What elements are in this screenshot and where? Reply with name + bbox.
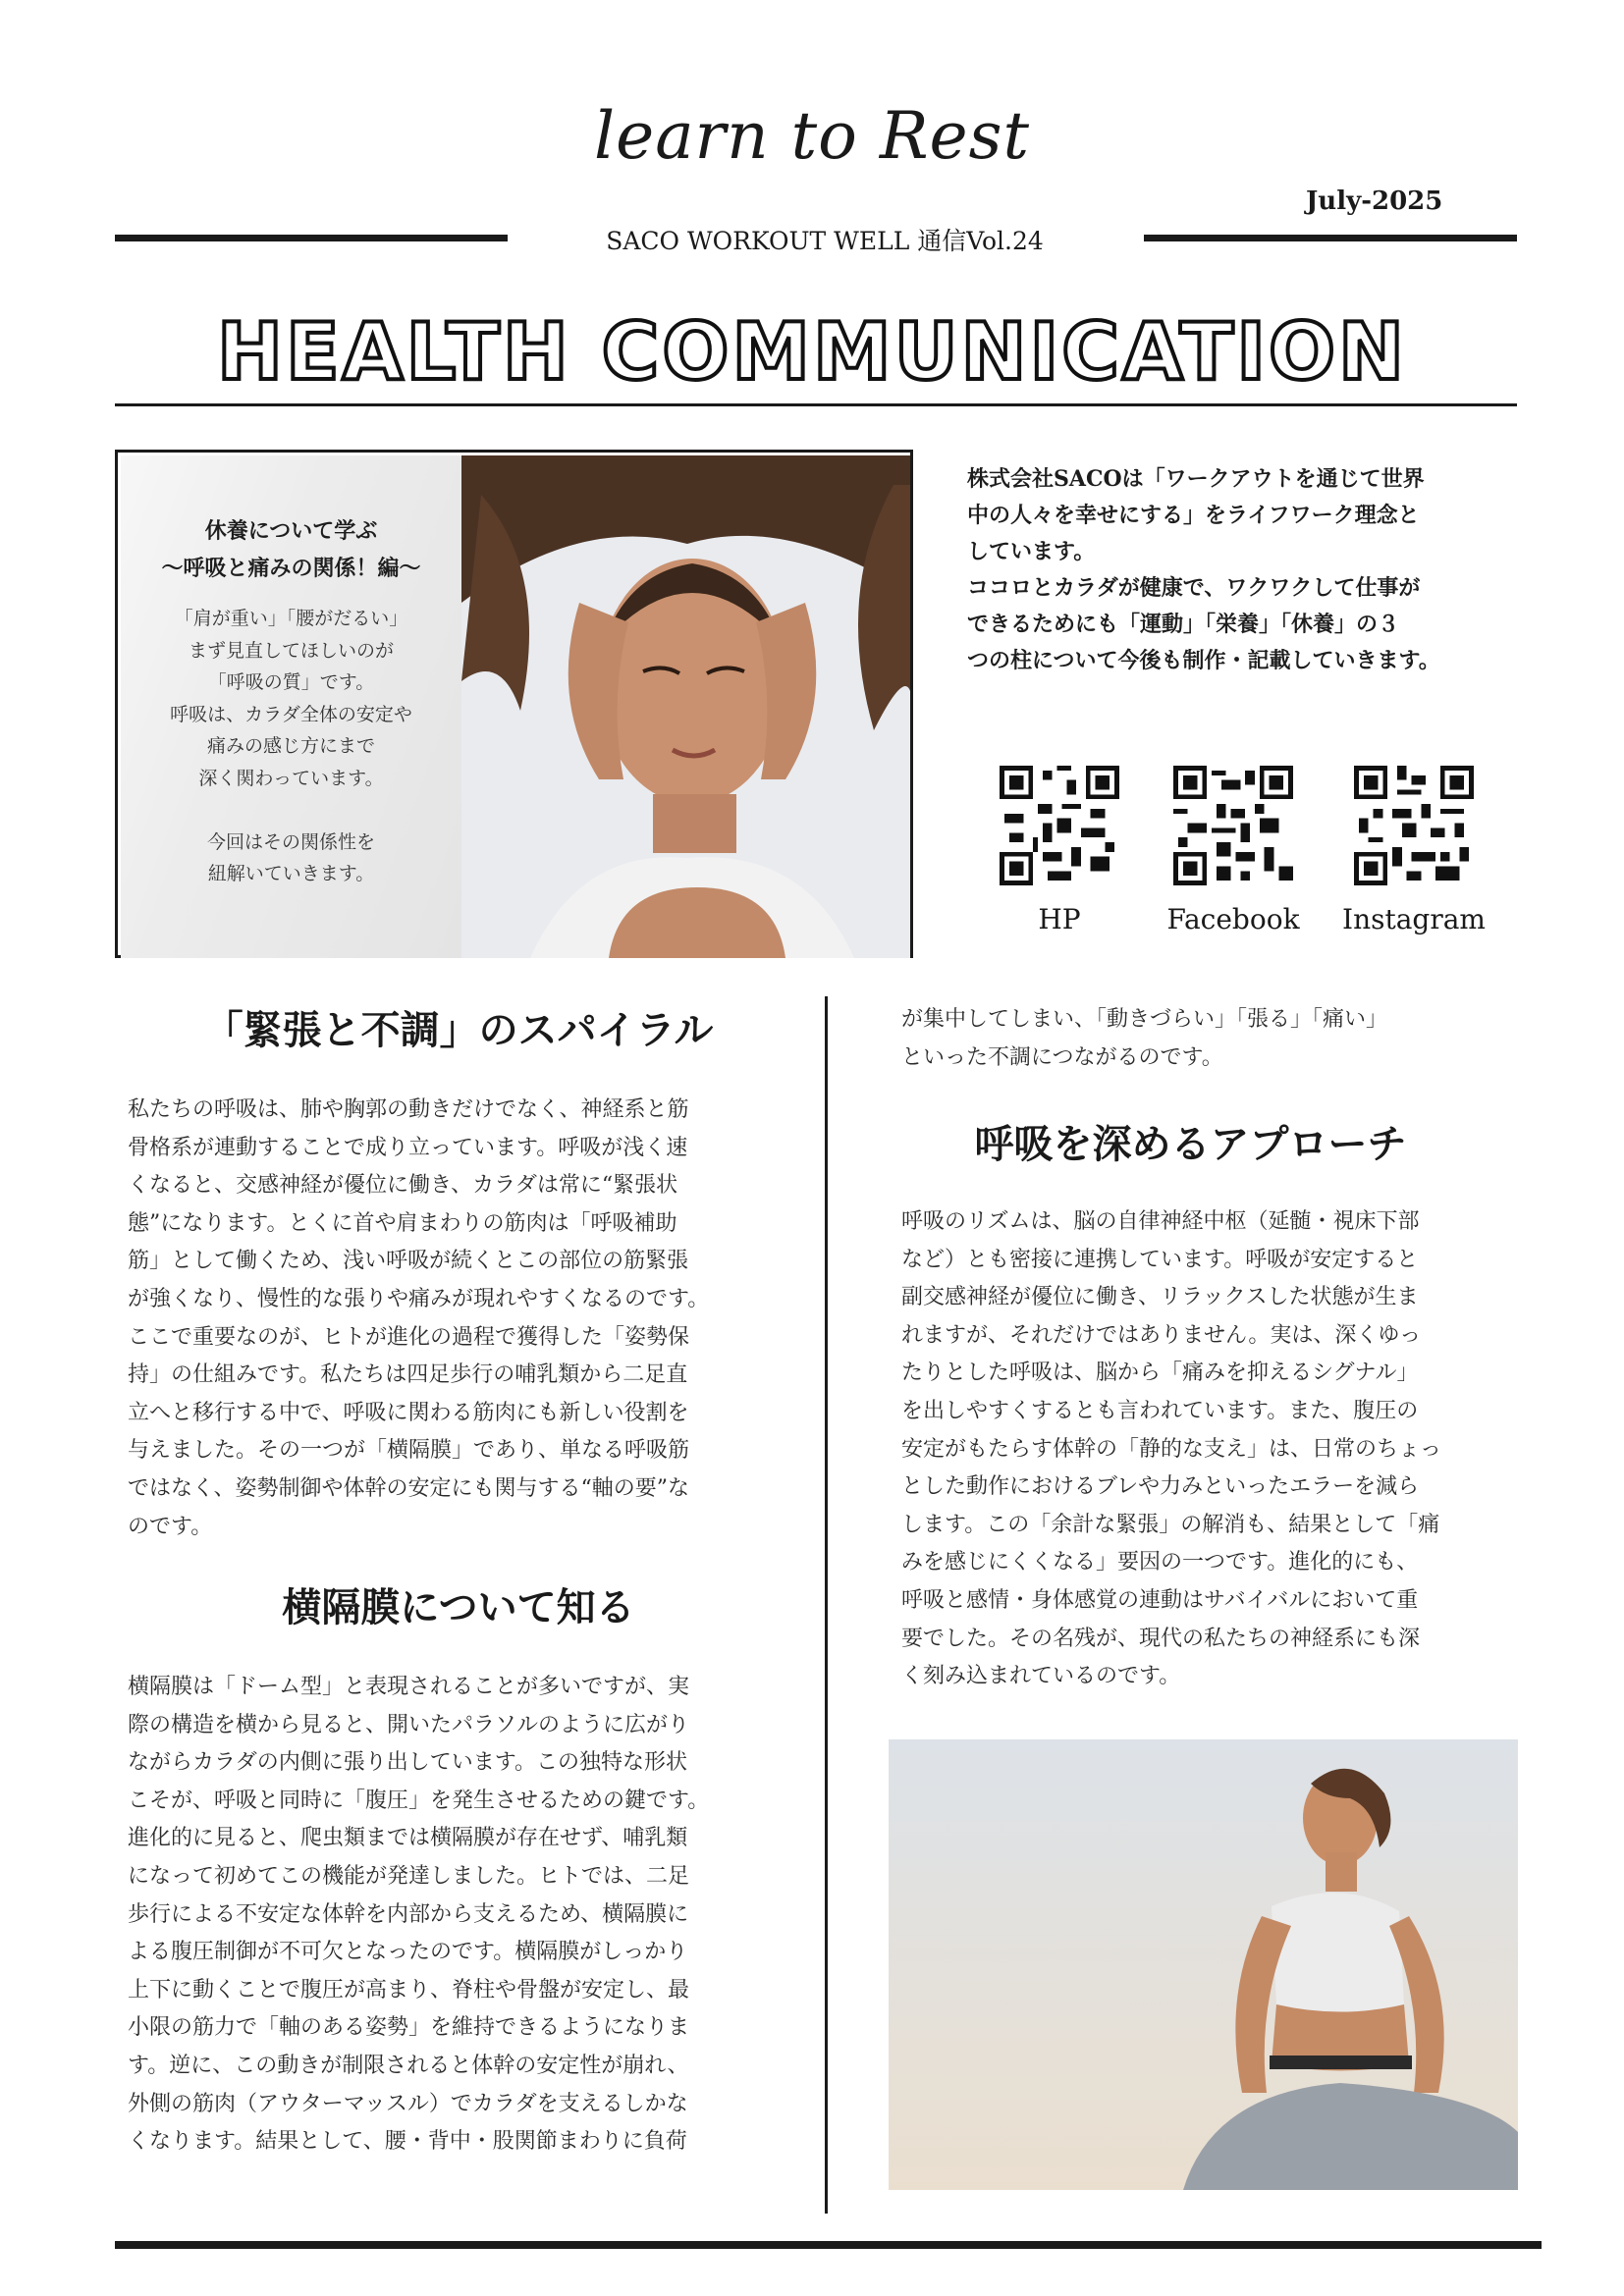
qr-code-icon	[1000, 766, 1119, 885]
feature-line: 紐解いていきます。	[207, 863, 375, 884]
footer-rule	[115, 2241, 1542, 2249]
body-line: 上下に動くことで腹圧が高まり、脊柱や骨盤が安定し、最	[128, 1977, 690, 2002]
feature-heading-line2: 〜呼吸と痛みの関係！編〜	[161, 556, 421, 581]
feature-line: 今回はその関係性を	[206, 830, 375, 853]
body-line: ここで重要なのが、ヒトが進化の過程で獲得した「姿勢保	[128, 1324, 690, 1350]
section-body-approach	[901, 1203, 1510, 1696]
header-rule-right	[1144, 235, 1517, 241]
body-line: 際の構造を横から見ると、開いたパラソルのように広がり	[128, 1712, 690, 1737]
body-line: 骨格系が連動することで成り立っています。呼吸が浅く速	[128, 1135, 688, 1160]
qr-code-facebook[interactable]	[1173, 766, 1293, 885]
qr-label-instagram: Instagram	[1342, 903, 1486, 935]
body-line: 要でした。その名残が、現代の私たちの神経系にも深	[901, 1626, 1421, 1651]
body-line: が強くなり、慢性的な張りや痛みが現れやすくなるのです。	[128, 1286, 710, 1311]
qr-code-icon	[1354, 766, 1474, 885]
body-line: みを感じにくくなる」要因の一つです。進化的にも、	[901, 1550, 1419, 1575]
intro-line: 株式会社SACOは「ワークアウトを通じて世界	[967, 466, 1425, 492]
feature-heading-line1: 休養について学ぶ	[204, 518, 378, 544]
headache-photo	[461, 455, 910, 958]
body-line: 筋」として働くため、浅い呼吸が続くとこの部位の筋緊張	[128, 1249, 689, 1274]
body-line: す。逆に、この動きが制限されると体幹の安定性が崩れ、	[128, 2053, 689, 2078]
body-line: を出しやすくするとも言われています。また、腹圧の	[901, 1398, 1419, 1423]
body-line: 歩行による不安定な体幹を内部から支えるため、横隔膜に	[128, 1901, 689, 1927]
body-line: ではなく、姿勢制御や体幹の安定にも関与する“軸の要”な	[128, 1475, 690, 1501]
feature-line	[121, 794, 461, 827]
body-line: 横隔膜は「ドーム型」と表現されることが多いですが、実	[128, 1675, 690, 1699]
intro-line: しています。	[967, 539, 1096, 564]
meditation-photo-illustration	[889, 1739, 1518, 2190]
qr-code-hp[interactable]	[1000, 766, 1119, 885]
feature-line: 「肩が重い」「腰がだるい」	[174, 608, 408, 629]
body-line: ながらカラダの内側に張り出しています。この独特な形状	[128, 1750, 688, 1776]
body-line: く刻み込まれているのです。	[901, 1664, 1181, 1689]
body-line: 与えました。その一つが「横隔膜」であり、単なる呼吸筋	[128, 1438, 690, 1464]
body-line: よる腹圧制御が不可欠となったのです。横隔膜がしっかり	[128, 1940, 688, 1965]
section-body-spiral	[128, 1092, 800, 1546]
body-line: 副交感神経が優位に働き、リラックスした状態が生ま	[901, 1285, 1419, 1310]
intro-line: できるためにも「運動」「栄養」「休養」の３	[967, 612, 1400, 637]
qr-code-instagram[interactable]	[1354, 766, 1474, 885]
feature-box	[115, 450, 913, 958]
body-line: 立へと移行する中で、呼吸に関わる筋肉にも新しい役割を	[128, 1400, 689, 1425]
body-line: 呼吸と感情・身体感覚の連動はサバイバルにおいて重	[901, 1587, 1419, 1613]
section-body-continuation	[901, 1001, 1510, 1077]
body-line: こそが、呼吸と同時に「腹圧」を発生させるための鍵です。	[128, 1788, 710, 1813]
newsletter-logo: learn to Rest	[594, 98, 1030, 174]
section-title-spiral: 「緊張と不調」のスパイラル	[203, 1007, 714, 1053]
qr-label-hp: HP	[1038, 903, 1081, 935]
body-line: 呼吸のリズムは、脳の自律神経中枢（延髄・視床下部	[901, 1209, 1420, 1234]
body-line: 態”になります。とくに首や肩まわりの筋肉は「呼吸補助	[128, 1210, 677, 1236]
headache-photo-illustration	[461, 455, 910, 958]
body-line: など）とも密接に連携しています。呼吸が安定すると	[901, 1247, 1419, 1272]
issue-subtitle: SACO WORKOUT WELL 通信Vol.24	[606, 227, 1044, 255]
body-line: します。この「余計な緊張」の解消も、結果として「痛	[901, 1512, 1440, 1537]
feature-body	[121, 603, 461, 890]
feature-line: 「呼吸の質」です。	[207, 671, 375, 693]
meditation-photo	[889, 1739, 1518, 2190]
qr-code-icon	[1173, 766, 1293, 885]
body-line: といった不調につながるのです。	[901, 1044, 1223, 1070]
body-line: くなると、交感神経が優位に働き、カラダは常に“緊張状	[128, 1173, 678, 1199]
body-line: とした動作におけるブレや力みといったエラーを減ら	[901, 1474, 1420, 1500]
intro-line: ココロとカラダが健康で、ワクワクして仕事が	[967, 575, 1421, 601]
body-line: れますが、それだけではありません。実は、深くゆっ	[901, 1322, 1422, 1348]
qr-label-facebook: Facebook	[1166, 903, 1300, 935]
body-line: が集中してしまい、「動きづらい」「張る」「痛い」	[901, 1007, 1388, 1032]
body-line: くなります。結果として、腰・背中・股関節まわりに負荷	[128, 2129, 687, 2155]
body-line: たりとした呼吸は、脳から「痛みを抑えるシグナル」	[901, 1361, 1419, 1386]
body-line: 外側の筋肉（アウターマッスル）でカラダを支えるしかな	[128, 2091, 688, 2116]
column-divider	[825, 996, 828, 2214]
body-line: になって初めてこの機能が発達しました。ヒトでは、二足	[128, 1863, 690, 1889]
company-intro	[967, 461, 1517, 679]
issue-date: July-2025	[1306, 187, 1443, 216]
body-line: 小限の筋力で「軸のある姿勢」を維持できるようになりま	[128, 2015, 690, 2041]
page-title: HEALTH COMMUNICATION	[217, 306, 1407, 398]
body-line: 安定がもたらす体幹の「静的な支え」は、日常のちょっ	[901, 1436, 1442, 1462]
body-line: 進化的に見ると、爬虫類までは横隔膜が存在せず、哺乳類	[128, 1826, 688, 1851]
feature-line: 深く関わっています。	[198, 767, 384, 789]
header-rule-left	[115, 235, 508, 241]
feature-line: 痛みの感じ方にまで	[206, 735, 375, 757]
intro-line: 中の人々を幸せにする」をライフワーク理念と	[967, 503, 1420, 528]
section-title-diaphragm: 横隔膜について知る	[282, 1584, 635, 1630]
feature-text-panel	[121, 455, 461, 958]
feature-line: 呼吸は、カラダ全体の安定や	[170, 703, 412, 725]
section-body-diaphragm	[128, 1669, 800, 2162]
title-divider	[115, 403, 1517, 406]
intro-line: つの柱について今後も制作・記載していきます。	[967, 648, 1440, 673]
body-line: 私たちの呼吸は、肺や胸郭の動きだけでなく、神経系と筋	[128, 1097, 689, 1122]
body-line: 持」の仕組みです。私たちは四足歩行の哺乳類から二足直	[128, 1362, 688, 1388]
body-line: のです。	[128, 1514, 213, 1539]
section-title-approach: 呼吸を深めるアプローチ	[974, 1121, 1407, 1167]
feature-line: まず見直してほしいのが	[188, 639, 394, 662]
feature-heading	[121, 512, 461, 587]
